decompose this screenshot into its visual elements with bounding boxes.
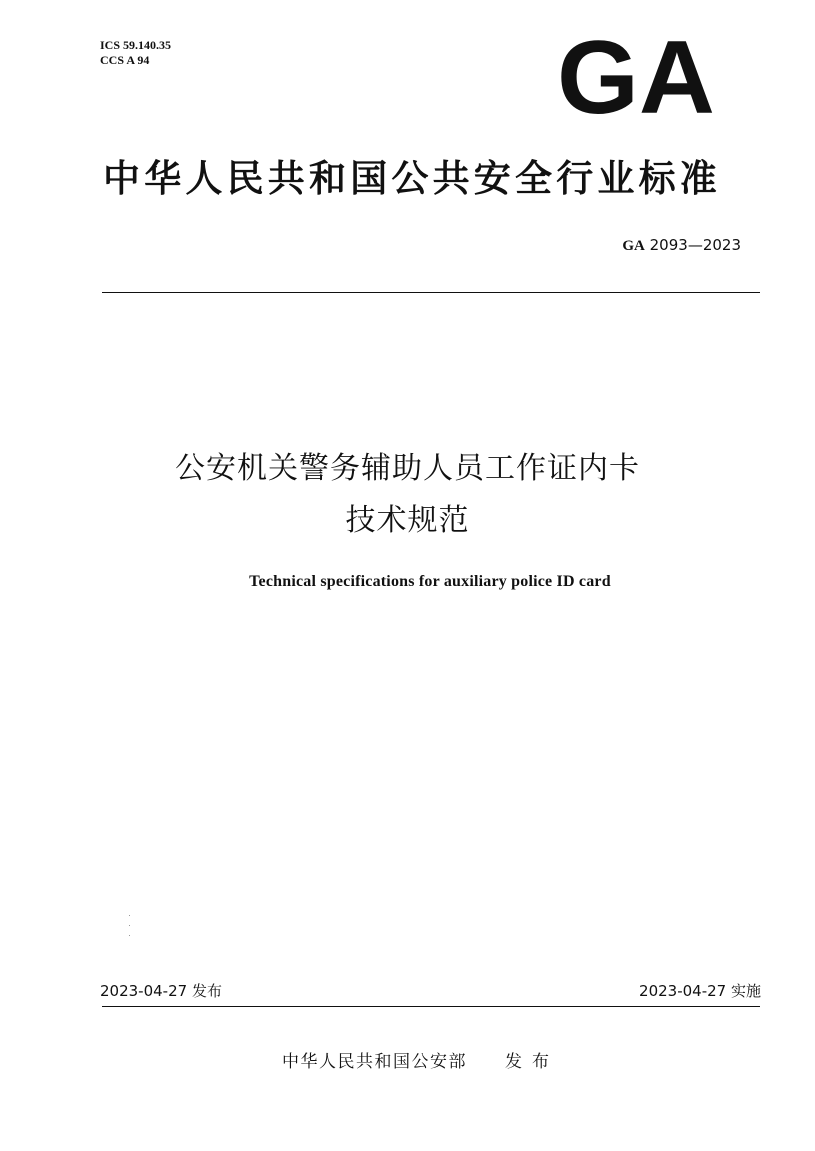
issuing-authority <box>282 1047 559 1072</box>
ga-logo <box>556 30 716 116</box>
issue-date: 2023-04-27 发布 <box>100 982 222 1000</box>
scan-specks <box>128 915 132 937</box>
ga-logo-text: GA <box>557 30 715 116</box>
document-title-line1: 公安机关警务辅助人员工作证内卡 <box>175 451 640 486</box>
standard-type-heading: 中华人民共和国公共安全行业标准 <box>103 157 721 200</box>
classification-codes <box>100 38 171 68</box>
standard-number <box>622 236 741 255</box>
header-divider <box>102 292 760 293</box>
footer-divider <box>102 1006 760 1007</box>
implementation-date: 2023-04-27 实施 <box>639 982 761 1000</box>
standard-number-value: 2093—2023 <box>649 236 741 254</box>
issuer-action: 发布 <box>505 1052 559 1072</box>
document-title-english: Technical specifications for auxiliary police ID card <box>249 573 611 590</box>
document-title-line2: 技术规范 <box>345 503 470 538</box>
ics-code: ICS 59.140.35 <box>100 38 172 52</box>
standard-number-prefix: GA <box>622 238 645 254</box>
ccs-code: CCS A 94 <box>100 53 150 67</box>
issuer-organization: 中华人民共和国公安部 <box>282 1052 467 1072</box>
